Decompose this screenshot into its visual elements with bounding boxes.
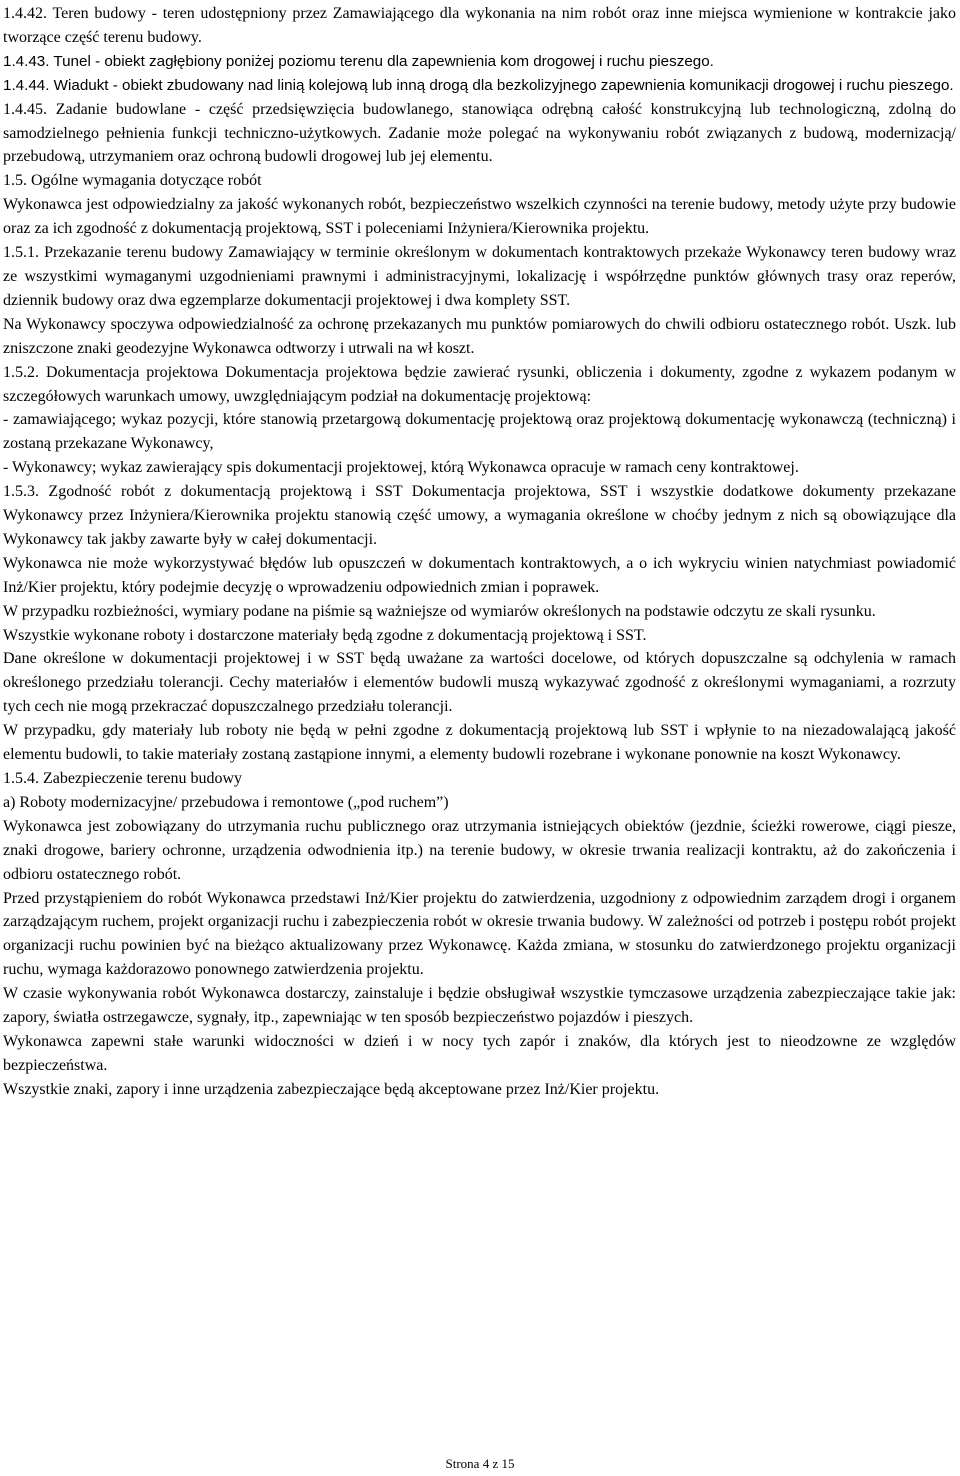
definition-zadanie-budowlane: 1.4.45. Zadanie budowlane - część przedsięwzięcia budowlanego, stanowiąca odrębną całość konstrukcyjną lub technologiczną, zdolną do samodzielnego pełnienia funkcji techniczno-użytkowych. Zadanie może polegać na wykonywaniu robót związanych z budową, modernizacją/ przebudową, utrzymaniem oraz ochroną budowli drogowej lub jej elementu. <box>3 100 956 166</box>
section-1-5-1: 1.5.1. Przekazanie terenu budowy Zamawiający w terminie określonym w dokumentach kontraktowych przekaże Wykonawcy teren budowy wraz ze wszystkimi wymaganymi uzgodnieniami prawnymi i administracyjnymi, lokalizację i współrzędne punktów głównych trasy oraz reperów, dziennik budowy oraz dwa egzemplarze dokumentacji projektowej i dwa komplety SST. <box>3 244 956 309</box>
definition-tereen-budowy: 1.4.42. Teren budowy - teren udostępniony przez Zamawiającego dla wykonania na nim robót oraz inne miejsca wymienione w kontrakcie jako tworzące część terenu budowy. <box>3 5 956 46</box>
page-number-footer: Strona 4 z 15 <box>445 1456 515 1471</box>
paragraph: Wykonawca jest zobowiązany do utrzymania ruchu publicznego oraz utrzymania istniejących obiektów (jezdnie, ścieżki rowerowe, ciągi piesze, znaki drogowe, bariery ochronne, urządzenia odwodnienia itp.) na terenie budowy, w okresie trwania realizacji kontraktu, aż do zakończenia i odbioru ostatecznego robót. <box>3 817 956 883</box>
paragraph: Wszystkie wykonane roboty i dostarczone materiały będą zgodne z dokumentacją projektową i SST. <box>3 626 647 644</box>
paragraph: W czasie wykonywania robót Wykonawca dostarczy, zainstaluje i będzie obsługiwał wszystkie tymczasowe urządzenia zabezpieczające takie jak: zapory, światła ostrzegawcze, sygnały, itp., zapewniając w ten sposób bezpieczeństwo pojazdów i pieszych. <box>3 985 956 1027</box>
section-1-5-2: 1.5.2. Dokumentacja projektowa Dokumentacja projektowa będzie zawierać rysunki, obliczenia i dokumenty, zgodne z wykazem podanym w szczegółowych warunkach umowy, uwzględniającym podział na dokumentację projektową: <box>3 363 956 405</box>
list-item: - Wykonawcy; wykaz zawierający spis dokumentacji projektowej, którą Wykonawca opracuje w ramach ceny kontraktowej. <box>3 459 799 477</box>
list-item: - zamawiającego; wykaz pozycji, które stanowią przetargową dokumentację projektową oraz projektową dokumentację wykonawczą (techniczną) i zostaną przekazane Wykonawcy, <box>3 411 956 453</box>
subsection-a: a) Roboty modernizacyjne/ przebudowa i remontowe („pod ruchem”) <box>3 793 449 811</box>
paragraph: Na Wykonawcy spoczywa odpowiedzialność za ochronę przekazanych mu punktów pomiarowych do chwili odbioru ostatecznego robót. Uszk. lub zniszczone znaki geodezyjne Wykonawca odtworzy i utrwali na wł koszt. <box>3 315 956 357</box>
paragraph: Dane określone w dokumentacji projektowej i w SST będą uważane za wartości docelowe, od których dopuszczalne są odchylenia w ramach określonego przedziału tolerancji. Cechy materiałów i elementów budowli muszą wykazywać zgodność z określonymi wymaganiami, a rozrzuty tych cech nie mogą przekraczać dopuszczalnego przedziału tolerancji. <box>3 650 956 716</box>
paragraph: W przypadku, gdy materiały lub roboty nie będą w pełni zgodne z dokumentacją projektową lub SST i wpłynie to na niezadowalającą jakość elementu budowli, to takie materiały zostaną zastąpione innymi, a elementy budowli rozebrane i wykonane ponownie na koszt Wykonawcy. <box>3 722 956 764</box>
paragraph: Wykonawca zapewni stałe warunki widoczności w dzień i w nocy tych zapór i znaków, dla których jest to nieodzowne ze względów bezpieczeństwa. <box>3 1032 956 1074</box>
document-body <box>3 2 956 1102</box>
paragraph: Wykonawca nie może wykorzystywać błędów lub opuszczeń w dokumentach kontraktowych, a o ich wykryciu winien natychmiast powiadomić Inż/Kier projektu, który podejmie decyzję o wprowadzeniu odpowiednich zmian i poprawek. <box>3 554 956 596</box>
definition-wiadukt: 1.4.44. Wiadukt - obiekt zbudowany nad linią kolejową lub inną drogą dla bezkolizyjnego zapewnienia komunikacji drogowej i ruchu pieszego. <box>3 76 954 94</box>
paragraph: Wykonawca jest odpowiedzialny za jakość wykonanych robót, bezpieczeństwo wszelkich czynności na terenie budowy, metody użyte przy budowie oraz za ich zgodność z dokumentacją projektową, SST i poleceniami Inżyniera/Kierownika projektu. <box>3 196 956 238</box>
section-1-5-4: 1.5.4. Zabezpieczenie terenu budowy <box>3 770 243 787</box>
paragraph: Przed przystąpieniem do robót Wykonawca przedstawi Inż/Kier projektu do zatwierdzenia, uzgodniony z odpowiednim zarządem drogi i organem zarządzającym ruchem, projekt organizacji ruchu i zabezpieczenia robót w okresie trwania budowy. W zależności od potrzeb i postępu robót projekt organizacji ruchu powinien być na bieżąco aktualizowany przez Wykonawcę. Każda zmiana, w stosunku do zatwierdzonego projektu organizacji ruchu, wymaga każdorazowo ponownego zatwierdzenia projektu. <box>3 889 956 979</box>
section-1-5-3: 1.5.3. Zgodność robót z dokumentacją projektową i SST Dokumentacja projektowa, SST i wszystkie dodatkowe dokumenty przekazane Wykonawcy przez Inżyniera/Kierownika projektu stanowią część umowy, a wymagania określone w choćby jednym z nich są obowiązujące dla Wykonawcy tak jakby zawarte były w całej dokumentacji. <box>3 483 956 548</box>
paragraph: W przypadku rozbieżności, wymiary podane na piśmie są ważniejsze od wymiarów określonych na podstawie odczytu ze skali rysunku. <box>3 602 876 620</box>
section-heading-1-5: 1.5. Ogólne wymagania dotyczące robót <box>3 172 262 190</box>
definition-tunel: 1.4.43. Tunel - obiekt zagłębiony poniżej poziomu terenu dla zapewnienia kom drogowej i ruchu pieszego. <box>3 52 714 70</box>
paragraph: Wszystkie znaki, zapory i inne urządzenia zabezpieczające będą akceptowane przez Inż/Kier projektu. <box>3 1080 660 1098</box>
